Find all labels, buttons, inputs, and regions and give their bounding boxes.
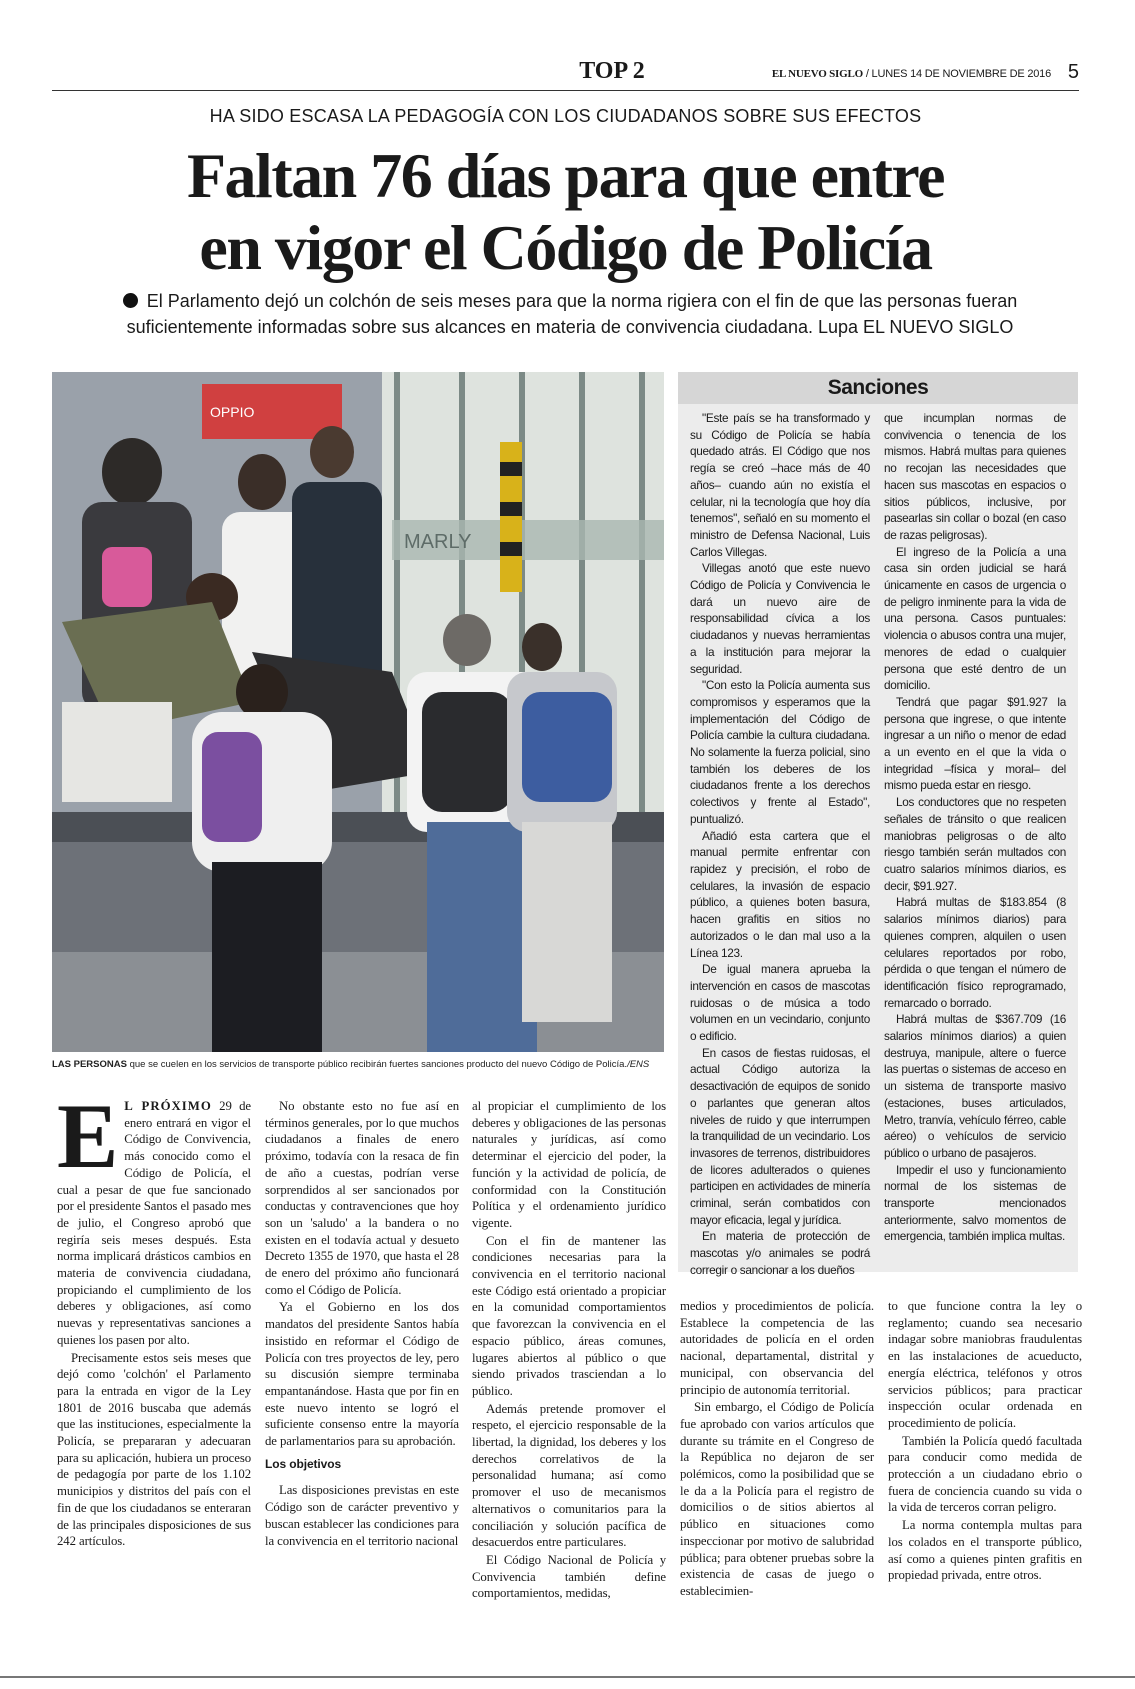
sidebar-column-1 <box>690 410 870 1279</box>
dateline <box>772 68 1051 80</box>
lead-caps: L PRÓXIMO <box>124 1099 212 1113</box>
body-paragraph: Sin embargo, el Código de Policía fue aprobado con varios artículos que durante su trámite en el Congreso de la República no dejaron de ser polémicos, como la posibilidad que se le da a la Policía para el registro de domicilios o de sitios abiertos al público en situaciones como inspeccionar por motivo de salubridad pública; para obtener pruebas sobre la existencia de casas de juego o establecimien- <box>680 1400 874 1598</box>
sidebar-paragraph: Habrá multas de $183.854 (8 salarios mínimos diarios) para quienes compren, alquilen o usen celulares reportados por robo, pérdida o que tengan el número de identificación físico reprogramado, remarcado o borrado. <box>884 895 1066 1010</box>
sidebar-paragraph: En materia de protección de mascotas y/o animales se podrá corregir o sancionar a los dueños <box>690 1229 870 1277</box>
body-paragraph: La norma contempla multas para los colados en el transporte público, así como a quienes pinten grafitis en propiedad privada, entre otros. <box>888 1518 1082 1583</box>
body-paragraph: medios y procedimientos de policía. Establece la competencia de las autoridades de policía en el orden nacional, departamental, distrital y municipal, con observancia del principio de autonomía territorial. <box>680 1299 874 1397</box>
sidebar-paragraph: "Con esto la Policía aumenta sus compromisos y esperamos que la implementación del Código de Policía cambie la cultura ciudadana. No solamente la fuerza policial, sino también los deberes de los ciudadanos frente a los derechos colectivos y frente al Estado", puntualizó. <box>690 678 870 826</box>
body-column-1 <box>57 1085 251 1551</box>
sidebar-paragraph: "Este país se ha transformado y su Código de Policía se había quedado atrás. El Código que nos regía se creó –hace más de 40 años– cuando aún no existía el celular, ni la tecnología que hoy día tenemos", señaló en su momento el ministro de Defensa Nacional, Luis Carlos Villegas. <box>690 411 870 559</box>
body-column-5 <box>888 1298 1082 1585</box>
bus-text: OPPIO <box>210 404 255 420</box>
body-paragraph: Ya el Gobierno en los dos mandatos del presidente Santos había insistido en reformar el Código de Policía con tres proyectos de ley, pero su discusión siempre terminaba empantanándose. Hasta que por fin en este nuevo intento se logró el suficiente consenso entre la mayoría de parlamentarios para su aprobación. <box>265 1300 459 1449</box>
sidebar-paragraph: Los conductores que no respeten señales de tránsito o que realicen maniobras peligrosas o de alto riesgo también serán multados con cuatro salarios mínimos diarios, es decir, $91.927. <box>884 795 1066 893</box>
headline-line-2: en vigor el Código de Policía <box>199 212 932 283</box>
sidebar-title: Sanciones <box>678 372 1078 404</box>
body-paragraph: No obstante esto no fue así en términos generales, por lo que muchos ciudadanos a finales de enero próximo, todavía con la resaca de fin de año a cuestas, podrían verse sorprendidos al ser sancionados por conductas y contravenciones que hoy son un 'saludo' a la bandera o no existen en el todavía actual y desueto Decreto 1355 de 1970, que hasta el 28 de enero del próximo año funcionará como el Código de Policía. <box>265 1099 459 1297</box>
sidebar-paragraph: Habrá multas de $367.709 (16 salarios mínimos diarios) a quien destruya, manipule, altere o fuerce las puertas o sistemas de acceso en un sistema de transporte masivo (estaciones, buses articulados, Metro, tranvía, vehículo férreo, cable aéreo) o vehículos de servicio público o urbano de pasajeros. <box>884 1012 1066 1160</box>
sidebar-paragraph: Villegas anotó que este nuevo Código de Policía y Convivencia le dará un nuevo aire de responsabilidad cívica a los ciudadanos y nuevas herramientas a la institución para mejorar la seguridad. <box>690 561 870 676</box>
sidebar-paragraph: que incumplan normas de convivencia o tenencia de los mismos. Habrá multas para quienes no recojan las necesidades que hacen sus mascotas en espacios o sitios públicos, inclusive, por pasearlas sin collar o bozal (en caso de razas peligrosas). <box>884 411 1066 542</box>
headline-line-1: Faltan 76 días para que entre <box>186 140 945 211</box>
caption-text: que se cuelen en los servicios de transporte público recibirán fuertes sanciones producto del nuevo Código de Policía. <box>126 1059 628 1070</box>
page-header <box>52 60 1079 91</box>
sidebar-paragraph: El ingreso de la Policía a una casa sin orden judicial se hará únicamente en casos de urgencia o de peligro inminente para la vida de una persona. Casos puntuales: violencia o abusos contra una mujer, menores de edad o cualquier persona que esté dentro de un domicilio. <box>884 544 1066 693</box>
headline <box>52 140 1079 284</box>
sidebar-paragraph: De igual manera aprueba la intervención en casos de mascotas ruidosas o de música a todo volumen en un vecindario, conjunto o edificio. <box>690 962 870 1044</box>
sidebar-paragraph: Tendrá que pagar $91.927 la persona que ingrese, o que intente ingresar a un niño o menor de edad a un evento en el que la vida o integridad –física y moral– del mismo pueda estar en riesgo. <box>884 694 1066 793</box>
body-paragraph: Con el fin de mantener las condiciones necesarias para la convivencia en el territorio nacional este Código está orientado a propiciar en la comunidad comportamientos que favorezcan la convivencia en el espacio público, áreas comunes, lugares abiertos al público o que siendo privados trasciendan a lo público. <box>472 1233 666 1398</box>
issue-date: / LUNES 14 DE NOVIEMBRE DE 2016 <box>862 68 1051 80</box>
section-title: TOP 2 <box>579 58 645 84</box>
kicker: HA SIDO ESCASA LA PEDAGOGÍA CON LOS CIUDADANOS SOBRE SUS EFECTOS <box>209 106 922 126</box>
body-paragraph: Las disposiciones previstas en este Código son de carácter preventivo y buscan establecer las condiciones para la convivencia en el territorio nacional <box>265 1483 459 1548</box>
caption-credit: /ENS <box>627 1059 650 1070</box>
caption-lead: LAS PERSONAS <box>52 1059 127 1070</box>
body-column-2 <box>265 1098 459 1550</box>
subhead: Los objetivos <box>265 1456 342 1471</box>
body-paragraph: También la Policía quedó facultada para conducir como medida de protección a un ciudadano ebrio o fuera de conciencia cuando su vida o la vida de terceros corran peligro. <box>888 1433 1082 1515</box>
photo-caption <box>52 1058 664 1071</box>
body-paragraph: to que funcione contra la ley o reglamento; cuando sea necesario indagar sobre maniobras fraudulentas en las instalaciones de acueducto, energía eléctrica, teléfonos y otros servicios públicos; para practicar inspección ocular ordenada en procedimiento de policía. <box>888 1299 1082 1430</box>
sidebar-paragraph: Impedir el uso y funcionamiento normal de los sistemas de transporte mencionados anteriormente, salvo momentos de emergencia, también implica multas. <box>884 1162 1066 1244</box>
deck <box>80 288 1060 340</box>
page-number: 5 <box>1067 61 1079 83</box>
body-column-4 <box>680 1298 874 1601</box>
sign-text: MARLY <box>404 531 472 553</box>
body-column-3 <box>472 1098 666 1603</box>
drop-cap: E <box>57 1085 119 1187</box>
body-paragraph: El Código Nacional de Policía y Convivencia también define comportamientos, medidas, <box>472 1552 666 1601</box>
sidebar-column-2 <box>884 410 1066 1245</box>
bullet-icon <box>123 293 138 308</box>
body-paragraph: al propiciar el cumplimiento de los deberes y obligaciones de las personas naturales y jurídicas, así como determinar el ejercicio del poder, la función y la actividad de policía, de conformidad con la Constitución Política y el ordenamiento jurídico vigente. <box>472 1099 666 1230</box>
paper-name: EL NUEVO SIGLO <box>771 68 863 80</box>
lead-paragraph <box>57 1085 251 1349</box>
bottom-rule <box>0 1676 1135 1678</box>
body-paragraph: Precisamente estos seis meses que dejó como 'colchón' el Parlamento para la entrada en vigor de la Ley 1801 de 2016 buscaba que además que las instituciones, especialmente la Policía, se prepararan y adecuaran para su aplicación, hubiera un proceso de pedagogía por parte de los 1.102 municipios y distritos del país con el fin de que los ciudadanos se enteraran de las principales disposiciones de sus 242 artículos. <box>57 1350 251 1549</box>
sidebar-paragraph: En casos de fiestas ruidosas, el actual Código autoriza la desactivación de equipos de sonido o parlantes que generan altos niveles de ruido y que interrumpen la tranquilidad de un vecindario. Los invasores de terrenos, distribuidores de licores adulterados o quienes participen en actividades de minería criminal, serán combatidos con mayor eficacia, legal y jurídica. <box>690 1045 870 1227</box>
photo-illustration <box>52 372 664 1052</box>
sidebar-paragraph: Añadió esta cartera que el manual permite enfrentar con rapidez y precisión, el robo de celulares, la invasión de espacio público, a quienes boten basura, hacen grafitis en sitios no autorizados o le dan mal uso a la Línea 123. <box>690 828 870 960</box>
deck-text: El Parlamento dejó un colchón de seis meses para que la norma rigiera con el fin de que las personas fueran suficientemente informadas sobre sus alcances en materia de convivencia ciudadana. Lupa EL NUEVO SIGLO <box>126 291 1018 337</box>
lead-text: 29 de enero entrará en vigor el Código de Convivencia, más conocido como el Código de Policía, el cual a pesar de que fue sancionado por el presidente Santos el pasado mes de julio, el Congreso aprobó que regiría seis meses después. Esta norma implicará drásticos cambios en materia de convivencia ciudadana, propiciando el cumplimiento de los deberes y obligaciones, así como nuevas y representativas sanciones a quienes los pasen por alto. <box>57 1099 251 1347</box>
body-paragraph: Además pretende promover el respeto, el ejercicio responsable de la libertad, la dignidad, los deberes y los derechos correlativos de la personalidad humana; así como promover el uso de mecanismos alternativos o comunitarios para la conciliación y solución pacífica de desacuerdos entre particulares. <box>472 1401 666 1550</box>
sanctions-sidebar <box>678 372 1078 1277</box>
article-photo <box>52 372 664 1052</box>
